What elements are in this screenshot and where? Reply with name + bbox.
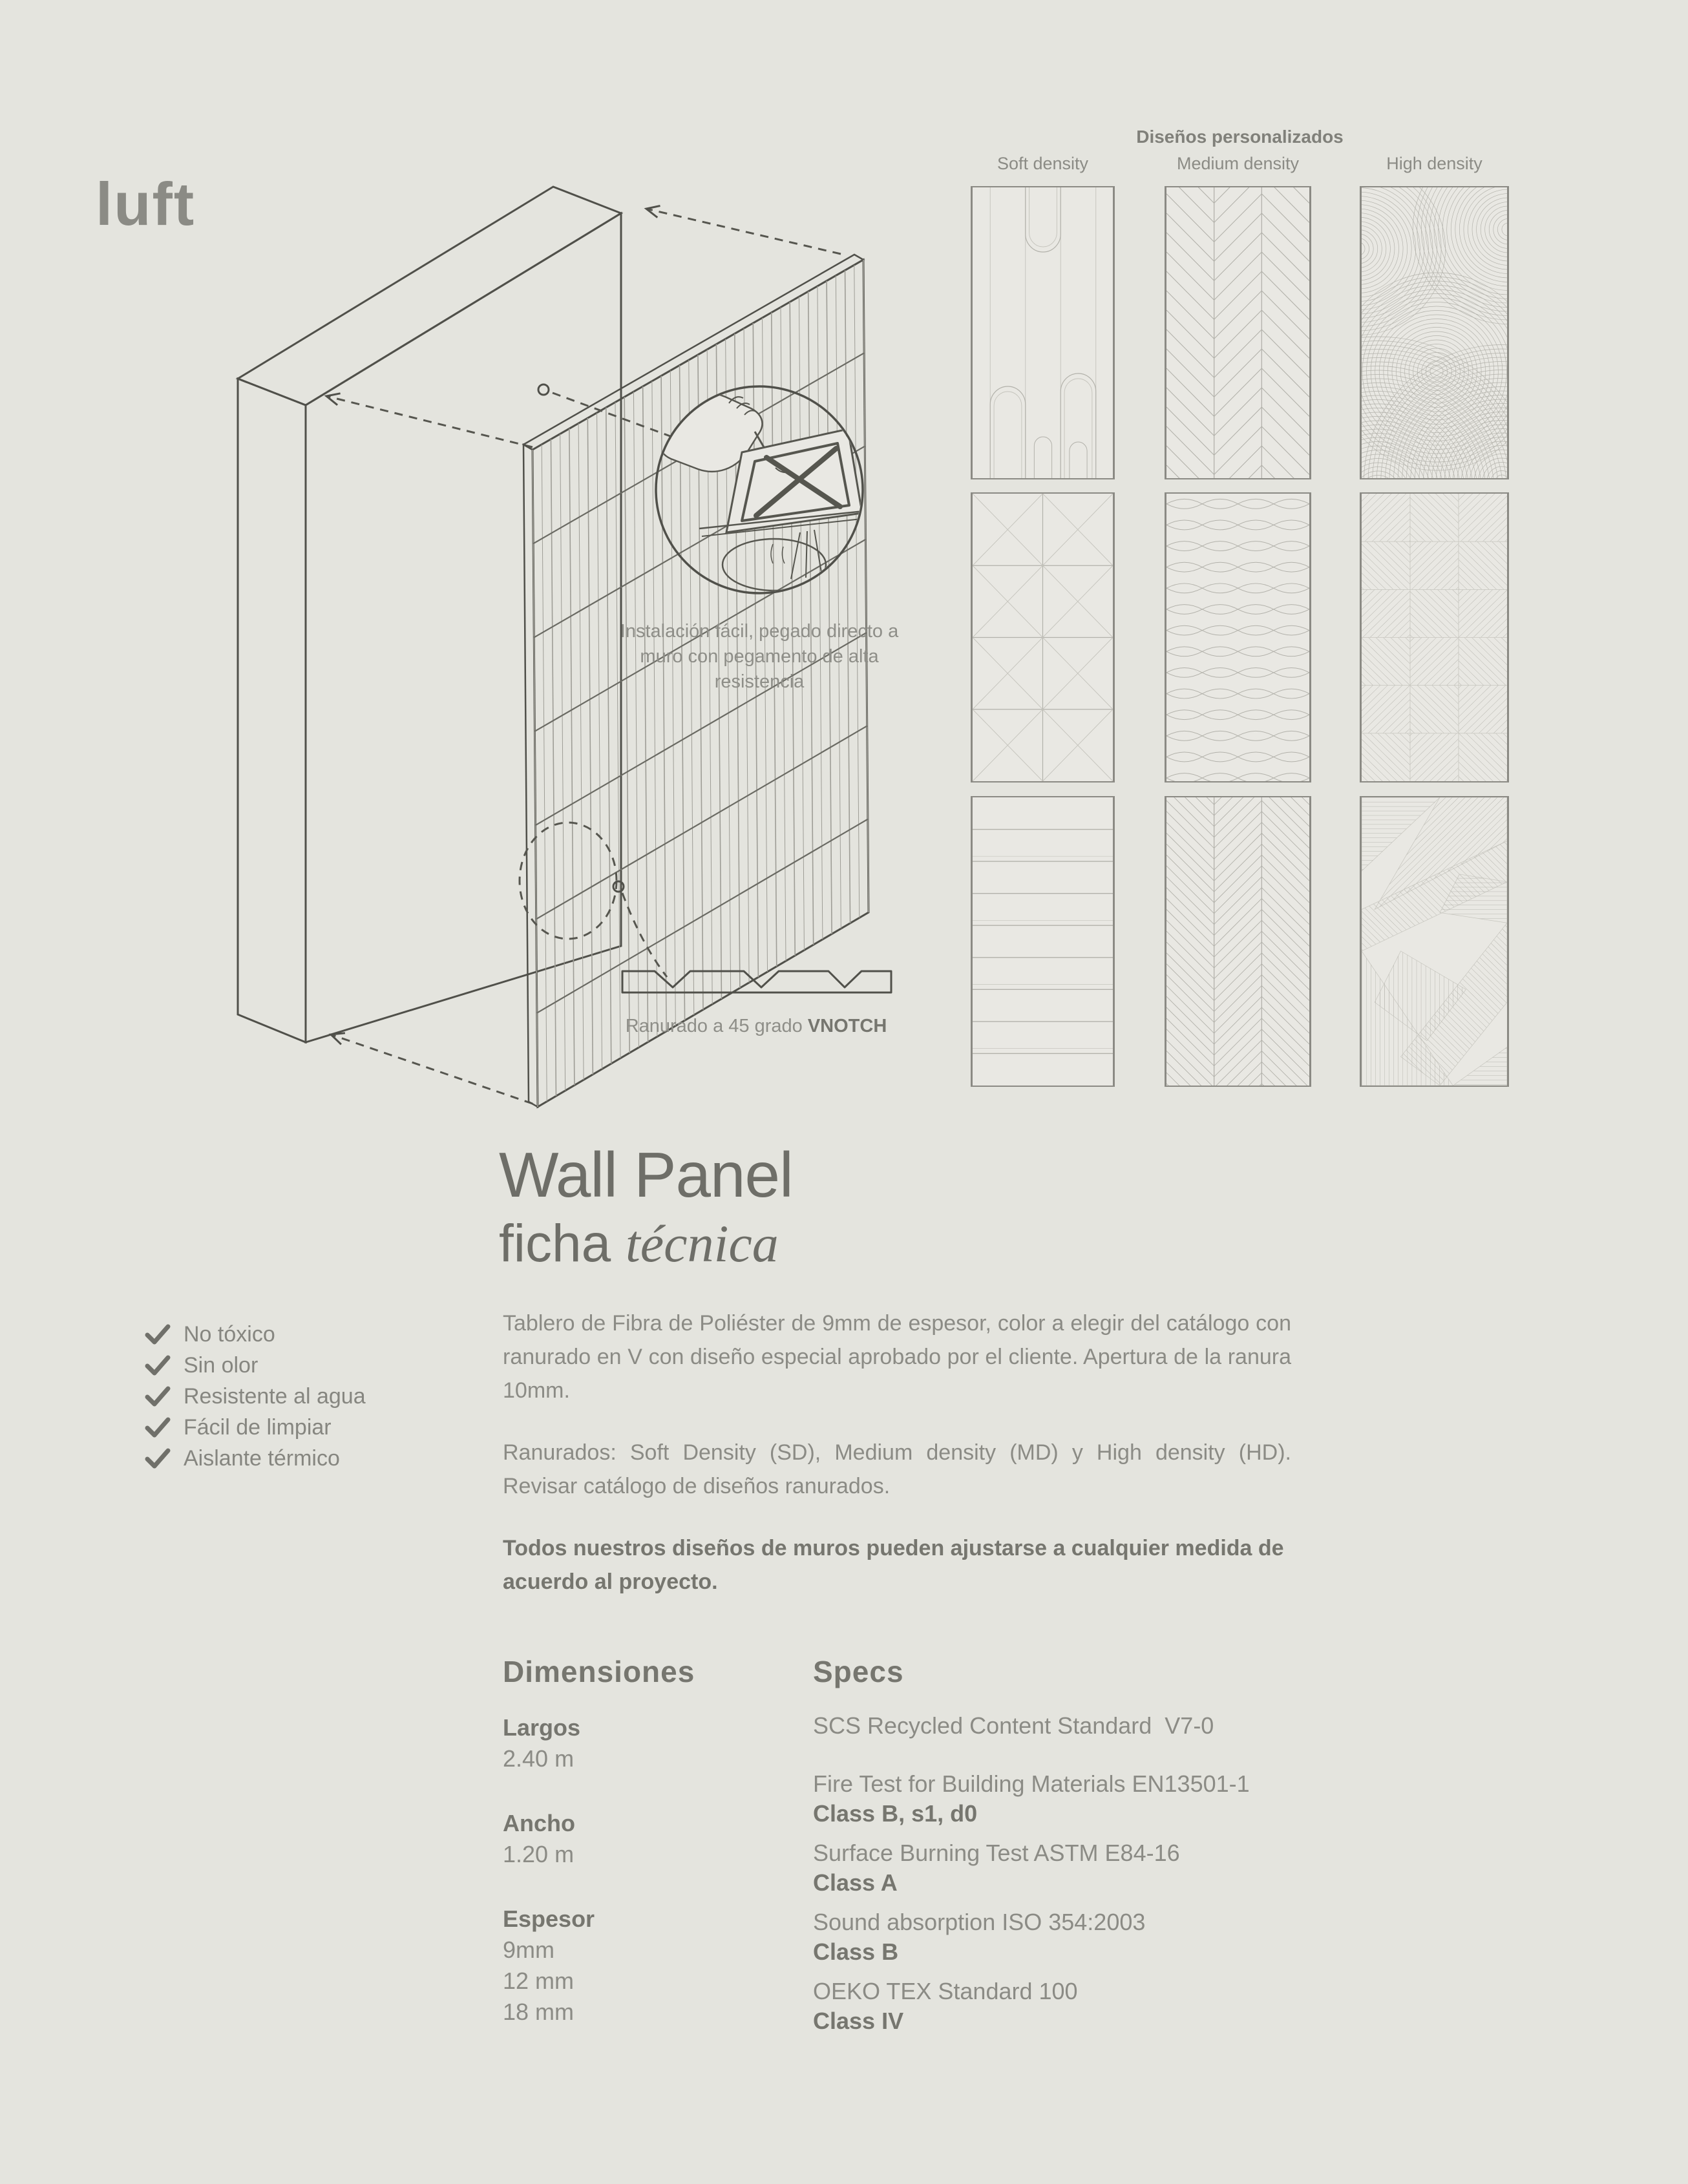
- spec-grade: Class A: [813, 1869, 898, 1896]
- spec-name: SCS Recycled Content Standard V7-0: [813, 1712, 1214, 1739]
- chevron-dense-swatch: [1165, 796, 1311, 1087]
- feature-item: [145, 1353, 366, 1378]
- specs-list: [813, 1711, 1343, 2046]
- paragraph: Ranurados: Soft Density (SD), Medium density (MD) y High density (HD). Revisar catálogo de diseños ranurados.: [503, 1440, 1291, 1498]
- vnotch-caption-text: Ranurado a 45 grado: [625, 1016, 808, 1036]
- paragraph: Tablero de Fibra de Poliéster de 9mm de espesor, color a elegir del catálogo con ranurado en V con diseño especial aprobado por el cliente. Apertura de la ranura 10mm.: [503, 1311, 1291, 1403]
- spec-item: [813, 1977, 1343, 2036]
- page-subtitle: [499, 1215, 779, 1273]
- density-column-label: Medium density: [1176, 154, 1300, 173]
- dimensions-title: Dimensiones: [503, 1655, 695, 1688]
- fans-swatch: [1360, 186, 1509, 479]
- specs-title: Specs: [813, 1655, 904, 1688]
- density-column-label: Soft density: [997, 154, 1089, 173]
- feature-label: Sin olor: [184, 1352, 258, 1378]
- dimension-label: Ancho: [503, 1810, 575, 1836]
- spec-item: [813, 1907, 1343, 1967]
- dimension-value: 2.40 m: [503, 1745, 575, 1772]
- spec-name: Surface Burning Test ASTM E84-16: [813, 1840, 1180, 1866]
- page-title: Wall Panel: [499, 1139, 793, 1210]
- spec-name: OEKO TEX Standard 100: [813, 1978, 1078, 2004]
- herringbone-swatch: [1165, 186, 1311, 479]
- dimension-group: [503, 1712, 595, 1774]
- spec-name: Fire Test for Building Materials EN13501-1: [813, 1770, 1250, 1797]
- feature-item: [145, 1384, 366, 1409]
- vnotch-profile-drawing: [622, 971, 891, 992]
- feature-item: [145, 1322, 366, 1347]
- check-icon: [145, 1447, 171, 1469]
- spec-name: Sound absorption ISO 354:2003: [813, 1909, 1146, 1935]
- feature-label: Aislante térmico: [184, 1445, 340, 1471]
- check-icon: [145, 1354, 171, 1376]
- paragraph-bold: Todos nuestros diseños de muros pueden ajustarse a cualquier medida de acuerdo al proyecto.: [503, 1536, 1284, 1594]
- vnotch-caption-bold: VNOTCH: [807, 1016, 887, 1036]
- feature-label: Fácil de limpiar: [184, 1414, 332, 1440]
- dimension-value: 18 mm: [503, 1999, 575, 2025]
- check-icon: [145, 1416, 171, 1438]
- dimension-value: 1.20 m: [503, 1841, 575, 1867]
- feature-item: [145, 1415, 366, 1440]
- install-caption: Instalación fácil, pegado directo a muro con pegamento de alta resistencia: [620, 621, 899, 692]
- subtitle-italic: técnica: [626, 1214, 779, 1273]
- features-list: [145, 1322, 366, 1471]
- spec-item: [813, 1769, 1343, 1829]
- check-icon: [145, 1385, 171, 1407]
- diagonal-patch-swatch: [1360, 492, 1509, 782]
- arches-swatch: [971, 186, 1115, 479]
- dimension-group: [503, 1904, 595, 2028]
- planks-swatch: [971, 796, 1115, 1087]
- dimensions-list: [503, 1712, 595, 2061]
- feature-label: Resistente al agua: [184, 1383, 366, 1409]
- spec-grade: Class B, s1, d0: [813, 1800, 978, 1827]
- dimension-value: 9mm: [503, 1937, 554, 1963]
- feature-item: [145, 1446, 366, 1471]
- x-panels-swatch: [971, 492, 1115, 782]
- spec-item: [813, 1711, 1343, 1741]
- spec-grade: Class IV: [813, 2008, 904, 2034]
- waves-swatch: [1165, 492, 1311, 782]
- dimension-group: [503, 1808, 595, 1870]
- feature-label: No tóxico: [184, 1321, 275, 1347]
- designs-grid-title: Diseños personalizados: [1136, 127, 1344, 147]
- spec-item: [813, 1838, 1343, 1898]
- dimension-label: Espesor: [503, 1906, 595, 1932]
- density-column-label: High density: [1386, 154, 1482, 173]
- spec-grade: Class B: [813, 1938, 899, 1965]
- vnotch-caption: [595, 1016, 918, 1037]
- dimension-value: 12 mm: [503, 1968, 575, 1994]
- check-icon: [145, 1323, 171, 1345]
- dimension-label: Largos: [503, 1714, 581, 1741]
- detail-leader: [538, 384, 670, 436]
- geo-stripes-swatch: [1360, 796, 1509, 1087]
- brand-logo: luft: [96, 170, 196, 238]
- description-paragraphs: [503, 1307, 1291, 1627]
- subtitle-regular: ficha: [499, 1214, 626, 1273]
